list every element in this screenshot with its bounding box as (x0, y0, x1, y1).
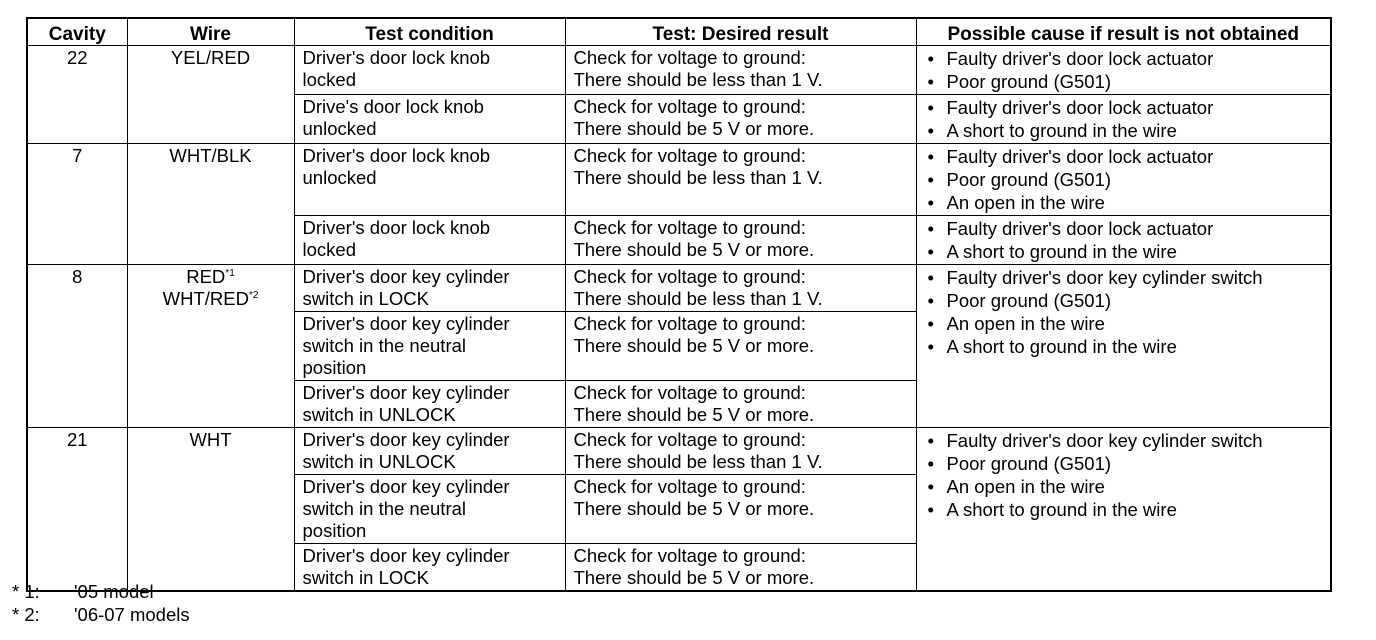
desired-result-cell: Check for voltage to ground: There should be less than 1 V. (565, 144, 916, 216)
test-condition-cell: Drive's door lock knob unlocked (294, 95, 565, 144)
possible-cause-cell (916, 265, 1331, 428)
header-row (27, 18, 1331, 46)
table-row (27, 144, 1331, 216)
desired-result-cell: Check for voltage to ground: There should be 5 V or more. (565, 216, 916, 265)
cause-list (925, 429, 1323, 521)
cause-item: • Faulty driver's door key cylinder switch (925, 266, 1323, 289)
header-test-condition: Test condition (294, 18, 565, 46)
table-row (27, 265, 1331, 312)
possible-cause-cell (916, 95, 1331, 144)
cause-item: • Poor ground (G501) (925, 70, 1323, 93)
footnote-mark: * 1: (12, 581, 40, 602)
footnote (12, 580, 190, 603)
cause-item: • An open in the wire (925, 312, 1323, 335)
cause-item: • Faulty driver's door lock actuator (925, 47, 1323, 70)
cause-item: • Poor ground (G501) (925, 168, 1323, 191)
test-condition-cell: Driver's door lock knob unlocked (294, 144, 565, 216)
cavity-cell: 21 (27, 428, 127, 592)
table-row (27, 46, 1331, 95)
connector-test-table (26, 17, 1332, 592)
header-wire: Wire (127, 18, 294, 46)
cavity-cell: 22 (27, 46, 127, 144)
wire-color: YEL/RED (170, 47, 251, 68)
cause-item: • A short to ground in the wire (925, 240, 1323, 263)
cause-item: • Faulty driver's door key cylinder switch (925, 429, 1323, 452)
footnote-mark: * 2: (12, 604, 40, 625)
footnote-text: '06-07 models (74, 604, 190, 625)
cause-item: • A short to ground in the wire (925, 498, 1323, 521)
desired-result-cell: Check for voltage to ground: There should be 5 V or more. (565, 544, 916, 592)
cause-item: • An open in the wire (925, 191, 1323, 214)
wire-color (136, 266, 286, 288)
possible-cause-cell (916, 144, 1331, 216)
wire-color: WHT/BLK (169, 145, 252, 166)
cavity-cell: 7 (27, 144, 127, 265)
footnote (12, 603, 190, 626)
footnote-text: '05 model (74, 581, 154, 602)
cause-item: • Poor ground (G501) (925, 452, 1323, 475)
wire-cell (127, 265, 294, 428)
test-condition-cell: Driver's door lock knob locked (294, 46, 565, 95)
cause-list (925, 217, 1323, 263)
cause-item: • Faulty driver's door lock actuator (925, 217, 1323, 240)
desired-result-cell: Check for voltage to ground: There should be less than 1 V. (565, 46, 916, 95)
cause-list (925, 266, 1323, 358)
cause-item: • An open in the wire (925, 475, 1323, 498)
footnotes (12, 580, 190, 626)
cause-list (925, 47, 1323, 93)
test-condition-cell: Driver's door key cylinder switch in UNLOCK (294, 428, 565, 475)
wire-cell (127, 144, 294, 265)
desired-result-cell: Check for voltage to ground: There should be less than 1 V. (565, 428, 916, 475)
cavity-cell: 8 (27, 265, 127, 428)
test-condition-cell: Driver's door key cylinder switch in the neutral position (294, 312, 565, 381)
desired-result-cell: Check for voltage to ground: There should be 5 V or more. (565, 475, 916, 544)
wire-color (136, 288, 286, 310)
header-cavity: Cavity (27, 18, 127, 46)
cause-item: • A short to ground in the wire (925, 119, 1323, 142)
wire-color: WHT (189, 429, 232, 450)
header-desired-result: Test: Desired result (565, 18, 916, 46)
test-condition-cell: Driver's door key cylinder switch in LOCK (294, 544, 565, 592)
cause-item: • Poor ground (G501) (925, 289, 1323, 312)
desired-result-cell: Check for voltage to ground: There should be 5 V or more. (565, 381, 916, 428)
desired-result-cell: Check for voltage to ground: There should be 5 V or more. (565, 312, 916, 381)
possible-cause-cell (916, 46, 1331, 95)
table-row (27, 428, 1331, 475)
desired-result-cell: Check for voltage to ground: There should be 5 V or more. (565, 95, 916, 144)
header-possible-cause: Possible cause if result is not obtained (916, 18, 1331, 46)
test-condition-cell: Driver's door key cylinder switch in LOCK (294, 265, 565, 312)
wire-color-label: RED (186, 266, 226, 287)
cause-list (925, 96, 1323, 142)
wire-cell (127, 428, 294, 592)
cause-list (925, 145, 1323, 214)
possible-cause-cell (916, 216, 1331, 265)
test-condition-cell: Driver's door lock knob locked (294, 216, 565, 265)
cause-item: • Faulty driver's door lock actuator (925, 96, 1323, 119)
footnote-ref: *2 (248, 289, 259, 301)
footnote-ref: *1 (225, 267, 235, 279)
desired-result-cell: Check for voltage to ground: There should be less than 1 V. (565, 265, 916, 312)
cause-item: • A short to ground in the wire (925, 335, 1323, 358)
test-condition-cell: Driver's door key cylinder switch in the neutral position (294, 475, 565, 544)
cause-item: • Faulty driver's door lock actuator (925, 145, 1323, 168)
possible-cause-cell (916, 428, 1331, 592)
wire-cell (127, 46, 294, 144)
wire-color-label: WHT/RED (162, 288, 249, 309)
test-condition-cell: Driver's door key cylinder switch in UNLOCK (294, 381, 565, 428)
